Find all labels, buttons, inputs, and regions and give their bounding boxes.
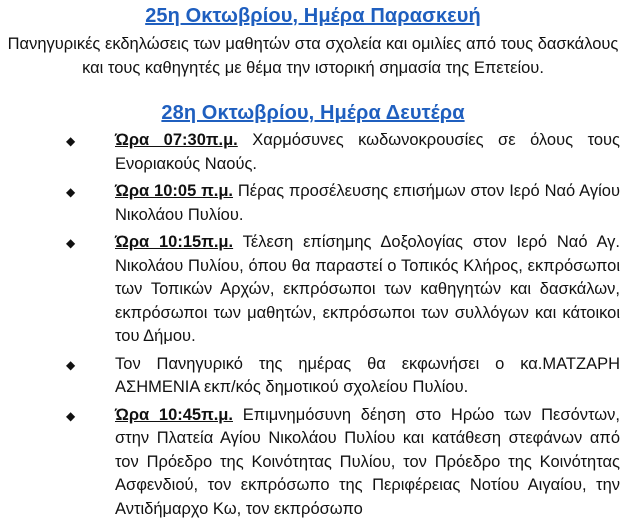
schedule-item-time: Ώρα 10:15π.μ.: [115, 233, 234, 251]
schedule-item: [60, 231, 620, 349]
schedule-item-text: [115, 180, 620, 227]
schedule-item: [60, 180, 620, 227]
schedule-item-text: [115, 404, 620, 522]
schedule-item-description: Τον Πανηγυρικό της ημέρας θα εκφωνήσει ο κα.ΜΑΤΖΑΡΗ ΑΣΗΜΕΝΙΑ εκπ/κός δημοτικού σχολείου Πυλίου.: [115, 354, 620, 396]
schedule-item: [60, 404, 620, 522]
diamond-bullet-icon: ◆: [66, 357, 76, 372]
schedule-item-time: Ώρα 07:30π.μ.: [115, 131, 238, 149]
schedule-item-time: Ώρα 10:05 π.μ.: [115, 182, 234, 200]
diamond-bullet-icon: ◆: [66, 134, 76, 148]
section1-heading: 25η Οκτωβρίου, Ημέρα Παρασκευή: [145, 5, 481, 27]
schedule-item-text: [115, 129, 620, 176]
schedule-item-text: [115, 231, 620, 349]
schedule-item-time: Ώρα 10:45π.μ.: [115, 405, 233, 424]
schedule-item: [60, 353, 620, 400]
diamond-bullet-icon: ◆: [66, 408, 76, 423]
diamond-bullet-icon: ◆: [66, 236, 76, 250]
section2-heading: 28η Οκτωβρίου, Ημέρα Δευτέρα: [161, 102, 465, 124]
schedule-item-description: Επιμνημόσυνη δέηση στο Ηρώο των Πεσόντων, στην Πλατεία Αγίου Νικολάου Πυλίου και κατάθεση στεφάνων από τον Πρόεδρο της Κοινότητας Πυλίου, τον Πρόεδρο της Κοινότητας Ασφενδιού, τον εκπρόσωπο της Περιφέρειας Νοτίου Αιγαίου, την Αντιδήμαρχο Κω, τον εκπρόσωπο: [115, 405, 620, 518]
schedule-item-text: [115, 353, 620, 400]
section1-text: Πανηγυρικές εκδηλώσεις των μαθητών στα σχολεία και ομιλίες από τους δασκάλους και τους καθηγητές με θέμα την ιστορική σημασία της Επετείου.: [7, 35, 619, 77]
schedule-item-description: Πέρας προσέλευσης επισήμων στον Ιερό Ναό Αγίου Νικολάου Πυλίου.: [115, 182, 620, 224]
schedule-item-description: Τέλεση επίσημης Δοξολογίας στον Ιερό Ναό Αγ. Νικολάου Πυλίου, όπου θα παραστεί ο Τοπικός Κλήρος, εκπρόσωποι των Τοπικών Αρχών, εκπρόσωποι των καθηγητών και δασκάλων, εκπρόσωποι των μαθητών, εκπρόσωποι των συλλόγων και κάτοικοι του Δήμου.: [115, 233, 620, 345]
schedule-item-description: Χαρμόσυνες κωδωνοκρουσίες σε όλους τους Ενοριακούς Ναούς.: [115, 131, 621, 173]
diamond-bullet-icon: ◆: [66, 185, 76, 199]
schedule-list: [60, 129, 620, 525]
schedule-item: [60, 129, 620, 176]
